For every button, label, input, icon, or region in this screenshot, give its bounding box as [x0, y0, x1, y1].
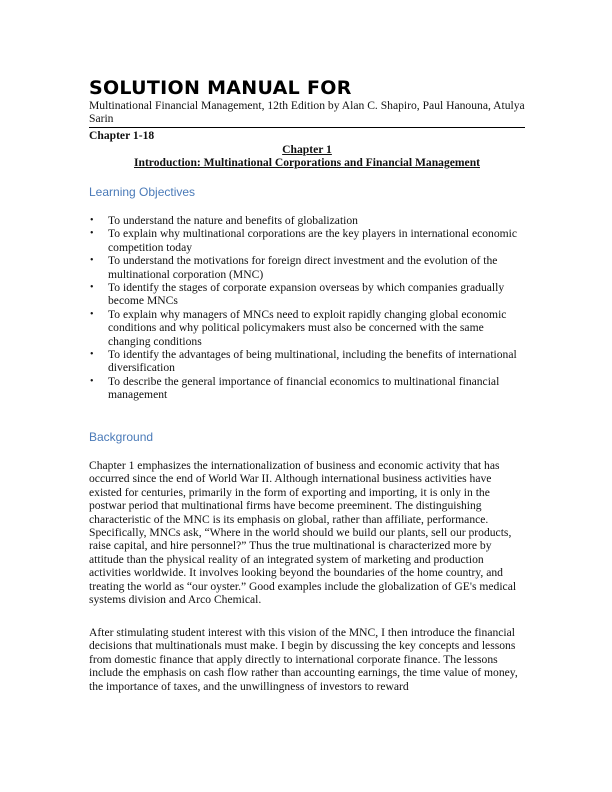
- bullet-icon: •: [90, 215, 94, 226]
- bullet-icon: •: [90, 255, 94, 267]
- background-paragraph-1: Chapter 1 emphasizes the internationalization of business and economic activity that has occurred since the end of World War II. Although international business activities have existed for centuries, primarily in the form of exporting and importing, it is only in the postwar period that multinational firms have become preeminent. The distinguishing characteristic of the MNC is its emphasis on global, rather than affiliate, performance. Specifically, MNCs ask, “Where in the world should we build our plants, sell our products, raise capital, and hire personnel?” Thus the true multinational is characterized more by attitude than the physical reality of an integrated system of marketing and production activities worldwide. It involves looking beyond the boundaries of the home country, and treating the world as “our oyster.” Good examples include the globalization of GE's medical systems division and Arco Chemical.: [89, 459, 517, 607]
- book-subtitle: Multinational Financial Management, 12th Edition by Alan C. Shapiro, Paul Hanouna, Atulya Sarin: [89, 99, 525, 126]
- main-title: SOLUTION MANUAL FOR: [89, 77, 352, 99]
- bullet-icon: •: [90, 308, 94, 320]
- chapter-title: Chapter 1: [282, 143, 332, 156]
- background-heading: Background: [89, 430, 154, 444]
- list-item: [89, 308, 525, 348]
- list-item: [89, 227, 525, 254]
- learning-objectives-list: [89, 214, 525, 402]
- bullet-icon: •: [90, 375, 94, 387]
- bullet-icon: •: [90, 228, 94, 240]
- bullet-icon: •: [90, 282, 94, 294]
- list-item-text: To explain why multinational corporations are the key players in international economic competition today: [108, 227, 518, 254]
- list-item: [89, 254, 525, 281]
- list-item-text: To describe the general importance of financial economics to multinational financial management: [108, 374, 500, 402]
- list-item-text: To identify the stages of corporate expansion overseas by which companies gradually become MNCs: [108, 281, 505, 308]
- list-item: [89, 348, 525, 375]
- list-item: [89, 281, 525, 308]
- chapter-heading: [89, 143, 525, 169]
- list-item-text: To understand the nature and benefits of globalization: [108, 214, 358, 227]
- bullet-icon: •: [90, 349, 94, 361]
- background-paragraph-2: After stimulating student interest with this vision of the MNC, I then introduce the financial decisions that multinationals must make. I begin by discussing the key concepts and lessons from domestic finance that apply directly to international corporate finance. The lessons include the emphasis on cash flow rather than accounting earnings, the time value of money, the importance of taxes, and the unwillingness of investors to reward: [89, 626, 518, 693]
- learning-objectives-heading: Learning Objectives: [89, 185, 196, 199]
- chapter-range: Chapter 1-18: [89, 129, 155, 142]
- list-item-text: To explain why managers of MNCs need to exploit rapidly changing global economic conditions and why political policymakers must also be concerned with the same changing conditions: [108, 307, 507, 348]
- list-item: [89, 375, 525, 402]
- title-divider: [89, 127, 525, 128]
- list-item-text: To understand the motivations for foreign direct investment and the evolution of the multinational corporation (MNC): [108, 254, 498, 281]
- list-item: [89, 214, 525, 227]
- chapter-subtitle: Introduction: Multinational Corporations and Financial Management: [133, 156, 480, 169]
- list-item-text: To identify the advantages of being multinational, including the benefits of international diversification: [108, 348, 517, 375]
